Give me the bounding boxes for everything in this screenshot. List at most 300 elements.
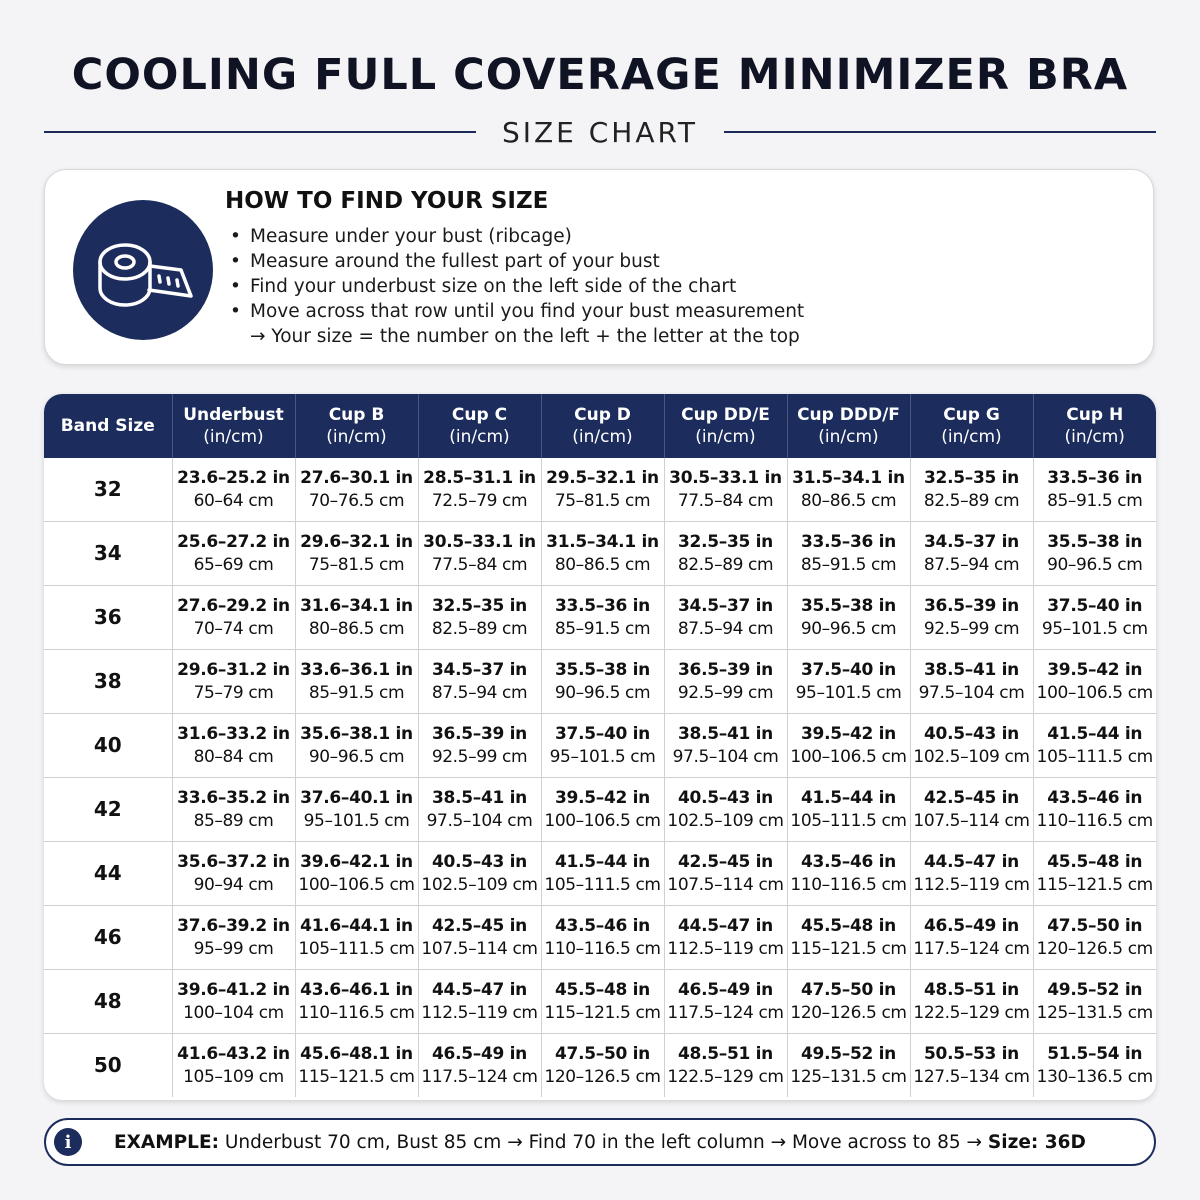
cell-inches: 34.5–37 in xyxy=(432,659,527,680)
table-cell xyxy=(910,778,1033,842)
page-title: COOLING FULL COVERAGE MINIMIZER BRA xyxy=(71,50,1129,100)
table-cell xyxy=(910,522,1033,586)
table-cell xyxy=(664,586,787,650)
cell-centimeters: 125–131.5 cm xyxy=(790,1066,907,1087)
cell-inches: 40.5–43 in xyxy=(924,723,1019,744)
cell-inches: 42.5–45 in xyxy=(924,787,1019,808)
cell-centimeters: 112.5–119 cm xyxy=(667,938,784,959)
table-cell xyxy=(910,1034,1033,1098)
info-icon: i xyxy=(54,1128,82,1156)
column-header xyxy=(910,394,1033,458)
cell-inches: 29.6–31.2 in xyxy=(177,659,290,680)
cell-centimeters: 127.5–134 cm xyxy=(913,1066,1030,1087)
cell-inches: 51.5–54 in xyxy=(1047,1043,1143,1064)
example-body: Underbust 70 cm, Bust 85 cm → Find 70 in the left column → Move across to 85 → xyxy=(219,1131,988,1153)
column-header-title: Cup C xyxy=(451,405,508,425)
cell-centimeters: 100–106.5 cm xyxy=(298,874,415,895)
table-row xyxy=(44,778,1156,842)
how-to-steps xyxy=(230,224,804,349)
column-header xyxy=(541,394,664,458)
cell-centimeters: 130–136.5 cm xyxy=(1036,1066,1153,1087)
table-cell xyxy=(172,842,295,906)
table-cell xyxy=(1033,906,1156,970)
cell-centimeters: 65–69 cm xyxy=(193,554,274,575)
table-cell xyxy=(1033,522,1156,586)
column-header-unit: (in/cm) xyxy=(1064,427,1125,447)
table-cell xyxy=(172,522,295,586)
band-size-cell: 34 xyxy=(44,522,172,586)
cell-centimeters: 85–91.5 cm xyxy=(1047,490,1143,511)
column-header xyxy=(1033,394,1156,458)
cell-inches: 41.5–44 in xyxy=(555,851,650,872)
cell-centimeters: 80–84 cm xyxy=(193,746,274,767)
band-size-cell: 40 xyxy=(44,714,172,778)
cell-inches: 29.5–32.1 in xyxy=(546,467,659,488)
cell-inches: 31.5–34.1 in xyxy=(792,467,905,488)
cell-inches: 32.5–35 in xyxy=(924,467,1019,488)
table-cell xyxy=(664,522,787,586)
cell-centimeters: 80–86.5 cm xyxy=(554,554,651,575)
cell-inches: 37.5–40 in xyxy=(801,659,896,680)
cell-centimeters: 117.5–124 cm xyxy=(667,1002,784,1023)
cell-centimeters: 110–116.5 cm xyxy=(298,1002,415,1023)
cell-centimeters: 112.5–119 cm xyxy=(913,874,1030,895)
cell-inches: 47.5–50 in xyxy=(801,979,896,1000)
table-cell xyxy=(418,650,541,714)
cell-centimeters: 115–121.5 cm xyxy=(298,1066,415,1087)
cell-centimeters: 107.5–114 cm xyxy=(667,874,784,895)
cell-centimeters: 102.5–109 cm xyxy=(421,874,538,895)
band-size-cell: 42 xyxy=(44,778,172,842)
cell-inches: 43.5–46 in xyxy=(801,851,896,872)
cell-inches: 27.6–29.2 in xyxy=(177,595,290,616)
column-header xyxy=(418,394,541,458)
table-cell xyxy=(1033,714,1156,778)
table-cell xyxy=(664,458,787,522)
cell-inches: 42.5–45 in xyxy=(678,851,773,872)
table-cell xyxy=(295,970,418,1034)
column-header-unit: (in/cm) xyxy=(449,427,510,447)
table-cell xyxy=(541,714,664,778)
cell-centimeters: 97.5–104 cm xyxy=(426,810,533,831)
how-to-step: • Measure around the fullest part of your bust xyxy=(230,251,660,272)
cell-inches: 36.5–39 in xyxy=(432,723,527,744)
cell-centimeters: 87.5–94 cm xyxy=(431,682,528,703)
cell-centimeters: 90–94 cm xyxy=(193,874,274,895)
cell-inches: 39.5–42 in xyxy=(555,787,650,808)
table-cell xyxy=(295,1034,418,1098)
table-cell xyxy=(1033,458,1156,522)
cell-inches: 43.5–46 in xyxy=(1047,787,1143,808)
table-cell xyxy=(295,522,418,586)
how-to-step: • Move across that row until you find your bust measurement xyxy=(230,301,805,322)
table-cell xyxy=(418,458,541,522)
band-size-cell: 48 xyxy=(44,970,172,1034)
how-to-step-text: Measure around the fullest part of your bust xyxy=(250,251,660,272)
column-header-title: Underbust xyxy=(183,405,284,425)
table-cell xyxy=(295,714,418,778)
column-header-unit: (in/cm) xyxy=(326,427,387,447)
cell-inches: 46.5–49 in xyxy=(432,1043,527,1064)
table-cell xyxy=(541,458,664,522)
how-to-result: → Your size = the number on the left + the letter at the top xyxy=(250,326,800,347)
cell-centimeters: 92.5–99 cm xyxy=(677,682,774,703)
cell-centimeters: 117.5–124 cm xyxy=(421,1066,538,1087)
cell-centimeters: 85–89 cm xyxy=(193,810,274,831)
cell-centimeters: 77.5–84 cm xyxy=(677,490,774,511)
cell-centimeters: 122.5–129 cm xyxy=(913,1002,1030,1023)
table-cell xyxy=(172,586,295,650)
table-cell xyxy=(418,842,541,906)
column-header-unit: (in/cm) xyxy=(818,427,879,447)
table-cell xyxy=(910,458,1033,522)
cell-inches: 27.6–30.1 in xyxy=(300,467,413,488)
cell-inches: 45.5–48 in xyxy=(555,979,650,1000)
table-row xyxy=(44,586,1156,650)
cell-inches: 33.5–36 in xyxy=(555,595,650,616)
cell-centimeters: 72.5–79 cm xyxy=(431,490,528,511)
cell-centimeters: 95–99 cm xyxy=(193,938,274,959)
cell-inches: 38.5–41 in xyxy=(678,723,773,744)
cell-inches: 49.5–52 in xyxy=(801,1043,896,1064)
cell-inches: 31.5–34.1 in xyxy=(546,531,659,552)
column-header-title: Cup DD/E xyxy=(681,405,770,425)
table-cell xyxy=(910,714,1033,778)
cell-centimeters: 95–101.5 cm xyxy=(303,810,410,831)
band-size-cell: 44 xyxy=(44,842,172,906)
how-to-step: • Measure under your bust (ribcage) xyxy=(230,226,572,247)
table-cell xyxy=(664,906,787,970)
cell-inches: 33.6–36.1 in xyxy=(300,659,413,680)
table-cell xyxy=(295,906,418,970)
table-cell xyxy=(418,714,541,778)
cell-centimeters: 117.5–124 cm xyxy=(913,938,1030,959)
cell-centimeters: 75–81.5 cm xyxy=(554,490,651,511)
cell-centimeters: 112.5–119 cm xyxy=(421,1002,538,1023)
table-cell xyxy=(787,970,910,1034)
table-cell xyxy=(172,906,295,970)
table-cell xyxy=(910,586,1033,650)
cell-centimeters: 97.5–104 cm xyxy=(672,746,779,767)
cell-inches: 39.5–42 in xyxy=(801,723,896,744)
table-cell xyxy=(172,714,295,778)
cell-inches: 37.6–39.2 in xyxy=(177,915,290,936)
table-row xyxy=(44,650,1156,714)
cell-centimeters: 100–106.5 cm xyxy=(1036,682,1153,703)
table-cell xyxy=(541,906,664,970)
column-header-unit: (in/cm) xyxy=(203,427,264,447)
table-cell xyxy=(787,650,910,714)
cell-centimeters: 100–106.5 cm xyxy=(790,746,907,767)
cell-centimeters: 105–111.5 cm xyxy=(1036,746,1153,767)
table-cell xyxy=(787,714,910,778)
cell-centimeters: 105–111.5 cm xyxy=(790,810,907,831)
cell-inches: 40.5–43 in xyxy=(678,787,773,808)
example-text xyxy=(114,1132,1086,1153)
column-header-title: Cup G xyxy=(943,405,1000,425)
column-header xyxy=(787,394,910,458)
table-cell xyxy=(1033,650,1156,714)
column-header xyxy=(172,394,295,458)
cell-centimeters: 92.5–99 cm xyxy=(923,618,1020,639)
cell-inches: 35.6–37.2 in xyxy=(177,851,290,872)
cell-centimeters: 115–121.5 cm xyxy=(544,1002,661,1023)
divider-left xyxy=(44,131,476,133)
cell-centimeters: 120–126.5 cm xyxy=(790,1002,907,1023)
table-body xyxy=(44,458,1156,1097)
cell-centimeters: 120–126.5 cm xyxy=(1036,938,1153,959)
cell-inches: 44.5–47 in xyxy=(924,851,1019,872)
column-header-unit: (in/cm) xyxy=(941,427,1002,447)
table-cell xyxy=(541,842,664,906)
table-cell xyxy=(664,778,787,842)
band-size-cell: 36 xyxy=(44,586,172,650)
cell-inches: 39.6–42.1 in xyxy=(300,851,413,872)
cell-centimeters: 100–106.5 cm xyxy=(544,810,661,831)
cell-centimeters: 107.5–114 cm xyxy=(421,938,538,959)
column-header-title: Band Size xyxy=(60,416,155,436)
cell-inches: 45.5–48 in xyxy=(1047,851,1143,872)
cell-inches: 41.6–44.1 in xyxy=(300,915,413,936)
cell-centimeters: 122.5–129 cm xyxy=(667,1066,784,1087)
cell-inches: 41.5–44 in xyxy=(801,787,896,808)
table-cell xyxy=(295,586,418,650)
band-size-cell: 50 xyxy=(44,1034,172,1098)
table-row xyxy=(44,970,1156,1034)
how-to-heading: HOW TO FIND YOUR SIZE xyxy=(225,188,549,214)
table-cell xyxy=(418,586,541,650)
cell-centimeters: 102.5–109 cm xyxy=(913,746,1030,767)
table-cell xyxy=(1033,970,1156,1034)
cell-centimeters: 120–126.5 cm xyxy=(544,1066,661,1087)
table-row xyxy=(44,714,1156,778)
table-cell xyxy=(541,586,664,650)
table-cell xyxy=(664,1034,787,1098)
cell-inches: 32.5–35 in xyxy=(678,531,773,552)
table-header-row xyxy=(44,394,1156,458)
table-cell xyxy=(295,842,418,906)
example-label: EXAMPLE: xyxy=(114,1131,220,1153)
cell-centimeters: 90–96.5 cm xyxy=(554,682,651,703)
table-cell xyxy=(664,842,787,906)
cell-centimeters: 87.5–94 cm xyxy=(923,554,1020,575)
cell-centimeters: 115–121.5 cm xyxy=(1036,874,1153,895)
column-header-unit: (in/cm) xyxy=(695,427,756,447)
table-cell xyxy=(418,906,541,970)
band-size-cell: 32 xyxy=(44,458,172,522)
cell-centimeters: 125–131.5 cm xyxy=(1036,1002,1153,1023)
cell-centimeters: 107.5–114 cm xyxy=(913,810,1030,831)
cell-inches: 45.6–48.1 in xyxy=(300,1043,413,1064)
subtitle-row xyxy=(44,112,1156,152)
table-cell xyxy=(418,522,541,586)
cell-inches: 39.6–41.2 in xyxy=(177,979,290,1000)
cell-centimeters: 85–91.5 cm xyxy=(308,682,405,703)
column-header-title: Cup DDD/F xyxy=(797,405,900,425)
cell-centimeters: 82.5–89 cm xyxy=(431,618,528,639)
table-row xyxy=(44,906,1156,970)
cell-inches: 34.5–37 in xyxy=(678,595,773,616)
table-cell xyxy=(664,970,787,1034)
cell-centimeters: 70–76.5 cm xyxy=(308,490,405,511)
cell-inches: 29.6–32.1 in xyxy=(300,531,413,552)
column-header xyxy=(295,394,418,458)
how-to-step: • Find your underbust size on the left side of the chart xyxy=(230,276,737,297)
table-cell xyxy=(541,650,664,714)
table-cell xyxy=(664,714,787,778)
table-cell xyxy=(787,586,910,650)
cell-inches: 43.5–46 in xyxy=(555,915,650,936)
column-header-unit: (in/cm) xyxy=(572,427,633,447)
how-to-step-text: Move across that row until you find your bust measurement xyxy=(250,301,805,322)
band-size-cell: 38 xyxy=(44,650,172,714)
table-cell xyxy=(787,906,910,970)
cell-inches: 30.5–33.1 in xyxy=(669,467,782,488)
table-cell xyxy=(541,970,664,1034)
cell-inches: 49.5–52 in xyxy=(1047,979,1143,1000)
cell-centimeters: 75–81.5 cm xyxy=(308,554,405,575)
cell-inches: 33.6–35.2 in xyxy=(177,787,290,808)
cell-inches: 34.5–37 in xyxy=(924,531,1019,552)
cell-inches: 45.5–48 in xyxy=(801,915,896,936)
cell-inches: 44.5–47 in xyxy=(432,979,527,1000)
table-cell xyxy=(1033,842,1156,906)
cell-centimeters: 102.5–109 cm xyxy=(667,810,784,831)
table-cell xyxy=(787,778,910,842)
cell-centimeters: 105–111.5 cm xyxy=(298,938,415,959)
page-subtitle: SIZE CHART xyxy=(501,115,699,149)
cell-inches: 38.5–41 in xyxy=(432,787,527,808)
table-cell xyxy=(172,650,295,714)
cell-inches: 35.5–38 in xyxy=(801,595,896,616)
cell-centimeters: 90–96.5 cm xyxy=(1047,554,1143,575)
cell-inches: 40.5–43 in xyxy=(432,851,527,872)
table-cell xyxy=(1033,778,1156,842)
cell-centimeters: 77.5–84 cm xyxy=(431,554,528,575)
table-cell xyxy=(910,842,1033,906)
how-to-step-text: Find your underbust size on the left side of the chart xyxy=(250,276,737,297)
how-to-step-text: Measure under your bust (ribcage) xyxy=(250,226,572,247)
cell-inches: 23.6–25.2 in xyxy=(177,467,290,488)
cell-inches: 28.5–31.1 in xyxy=(423,467,536,488)
divider-right xyxy=(724,131,1156,133)
cell-centimeters: 100–104 cm xyxy=(183,1002,284,1023)
cell-inches: 32.5–35 in xyxy=(432,595,527,616)
cell-inches: 33.5–36 in xyxy=(801,531,896,552)
table-cell xyxy=(541,522,664,586)
cell-inches: 36.5–39 in xyxy=(678,659,773,680)
cell-centimeters: 80–86.5 cm xyxy=(800,490,897,511)
table-cell xyxy=(787,842,910,906)
cell-inches: 31.6–34.1 in xyxy=(300,595,413,616)
cell-centimeters: 97.5–104 cm xyxy=(918,682,1025,703)
cell-inches: 46.5–49 in xyxy=(678,979,773,1000)
cell-inches: 46.5–49 in xyxy=(924,915,1019,936)
column-header-title: Cup B xyxy=(328,405,385,425)
cell-inches: 43.6–46.1 in xyxy=(300,979,413,1000)
cell-centimeters: 60–64 cm xyxy=(193,490,274,511)
table-cell xyxy=(910,970,1033,1034)
cell-centimeters: 90–96.5 cm xyxy=(308,746,405,767)
table-cell xyxy=(172,458,295,522)
cell-centimeters: 82.5–89 cm xyxy=(923,490,1020,511)
column-header-title: Cup H xyxy=(1066,405,1124,425)
cell-centimeters: 115–121.5 cm xyxy=(790,938,907,959)
cell-centimeters: 90–96.5 cm xyxy=(800,618,897,639)
cell-centimeters: 95–101.5 cm xyxy=(795,682,902,703)
column-header-title: Cup D xyxy=(574,405,631,425)
column-header xyxy=(44,394,172,458)
cell-inches: 41.6–43.2 in xyxy=(177,1043,290,1064)
table-cell xyxy=(295,650,418,714)
column-header xyxy=(664,394,787,458)
cell-inches: 47.5–50 in xyxy=(555,1043,650,1064)
table-row xyxy=(44,458,1156,522)
cell-centimeters: 95–101.5 cm xyxy=(549,746,656,767)
cell-centimeters: 110–116.5 cm xyxy=(544,938,661,959)
table-row xyxy=(44,1034,1156,1098)
table-cell xyxy=(541,778,664,842)
table-cell xyxy=(664,650,787,714)
cell-centimeters: 75–79 cm xyxy=(193,682,274,703)
cell-inches: 38.5–41 in xyxy=(924,659,1019,680)
table-cell xyxy=(910,650,1033,714)
cell-inches: 33.5–36 in xyxy=(1047,467,1143,488)
table-cell xyxy=(418,1034,541,1098)
table-cell xyxy=(787,458,910,522)
table-cell xyxy=(418,970,541,1034)
cell-inches: 35.5–38 in xyxy=(555,659,650,680)
cell-centimeters: 110–116.5 cm xyxy=(1036,810,1153,831)
cell-centimeters: 95–101.5 cm xyxy=(1041,618,1148,639)
table-row xyxy=(44,842,1156,906)
cell-inches: 36.5–39 in xyxy=(924,595,1019,616)
cell-centimeters: 82.5–89 cm xyxy=(677,554,774,575)
table-cell xyxy=(1033,586,1156,650)
cell-inches: 44.5–47 in xyxy=(678,915,773,936)
table-cell xyxy=(787,1034,910,1098)
table-cell xyxy=(172,970,295,1034)
cell-inches: 50.5–53 in xyxy=(924,1043,1019,1064)
table-cell xyxy=(418,778,541,842)
cell-centimeters: 80–86.5 cm xyxy=(308,618,405,639)
cell-centimeters: 87.5–94 cm xyxy=(677,618,774,639)
cell-inches: 35.5–38 in xyxy=(1047,531,1143,552)
table-cell xyxy=(295,458,418,522)
how-to-card xyxy=(44,169,1154,365)
cell-inches: 30.5–33.1 in xyxy=(423,531,536,552)
cell-inches: 25.6–27.2 in xyxy=(177,531,290,552)
table-cell xyxy=(910,906,1033,970)
cell-centimeters: 85–91.5 cm xyxy=(554,618,651,639)
cell-centimeters: 70–74 cm xyxy=(193,618,274,639)
cell-inches: 35.6–38.1 in xyxy=(300,723,413,744)
cell-centimeters: 105–109 cm xyxy=(183,1066,284,1087)
table-cell xyxy=(172,778,295,842)
cell-inches: 48.5–51 in xyxy=(924,979,1019,1000)
cell-centimeters: 110–116.5 cm xyxy=(790,874,907,895)
cell-centimeters: 92.5–99 cm xyxy=(431,746,528,767)
cell-inches: 39.5–42 in xyxy=(1047,659,1143,680)
cell-centimeters: 105–111.5 cm xyxy=(544,874,661,895)
cell-inches: 37.5–40 in xyxy=(555,723,650,744)
cell-inches: 41.5–44 in xyxy=(1047,723,1143,744)
example-bar xyxy=(44,1118,1156,1166)
cell-centimeters: 85–91.5 cm xyxy=(800,554,897,575)
table-cell xyxy=(172,1034,295,1098)
table-cell xyxy=(787,522,910,586)
table-cell xyxy=(1033,1034,1156,1098)
